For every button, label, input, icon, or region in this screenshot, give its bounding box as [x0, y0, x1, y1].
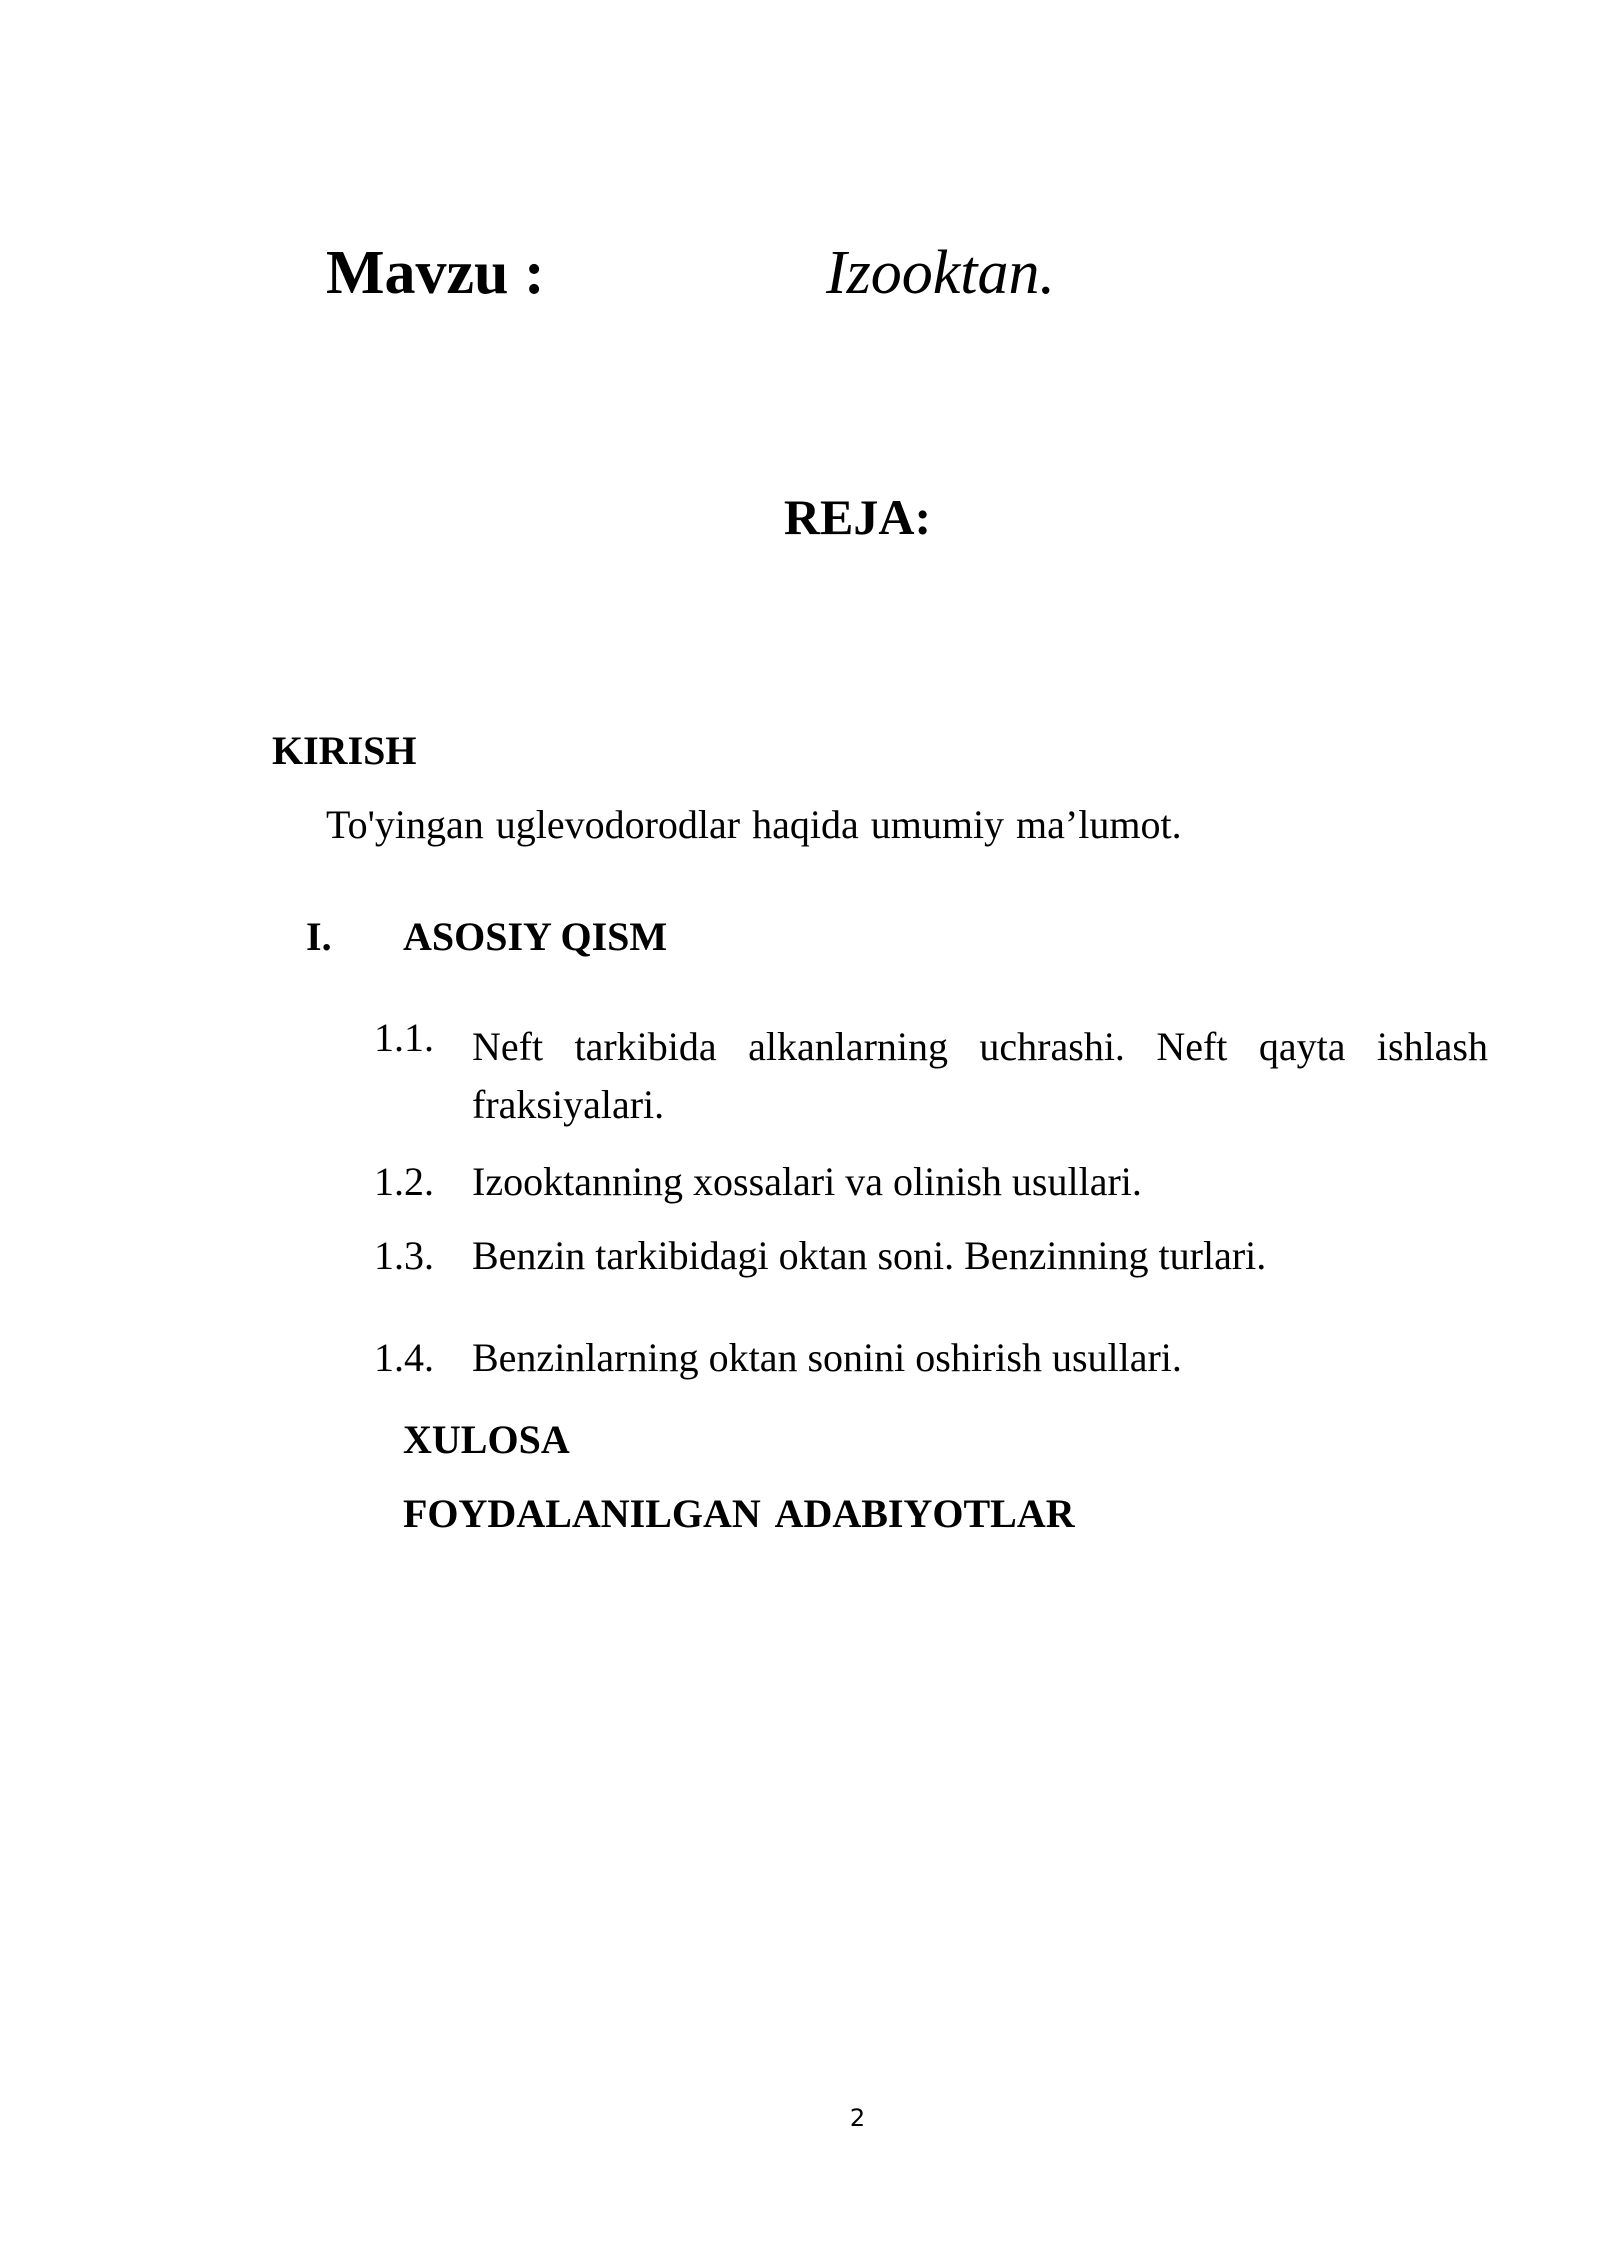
- topic-title: Izooktan.: [826, 239, 1056, 307]
- plan-item-number: 1.2.: [374, 1159, 434, 1204]
- conclusion-heading: XULOSA: [403, 1417, 570, 1462]
- topic-label: Mavzu :: [326, 239, 545, 307]
- section-number: I.: [306, 914, 332, 959]
- plan-item-text: Neft tarkibida alkanlarning uchrashi. Neft qayta ishlash fraksiyalari.: [472, 1024, 1488, 1127]
- plan-item-number: 1.4.: [374, 1335, 434, 1380]
- plan-item-text: Benzinlarning oktan sonini oshirish usullari.: [472, 1335, 1182, 1380]
- page-number: 2: [849, 2104, 866, 2132]
- section-title: ASOSIY QISM: [403, 914, 668, 959]
- intro-heading: KIRISH: [272, 728, 417, 773]
- plan-item-text: Izooktanning xossalari va olinish usullari.: [472, 1159, 1142, 1204]
- plan-item-number: 1.1.: [374, 1015, 434, 1060]
- plan-heading: REJA:: [783, 489, 932, 545]
- intro-text: To'yingan uglevodorodlar haqida umumiy ma’lumot.: [326, 802, 1182, 847]
- plan-item-text: Benzin tarkibidagi oktan soni. Benzinning turlari.: [472, 1233, 1267, 1278]
- plan-item-number: 1.3.: [374, 1233, 434, 1278]
- references-heading: FOYDALANILGAN ADABIYOTLAR: [403, 1491, 1075, 1536]
